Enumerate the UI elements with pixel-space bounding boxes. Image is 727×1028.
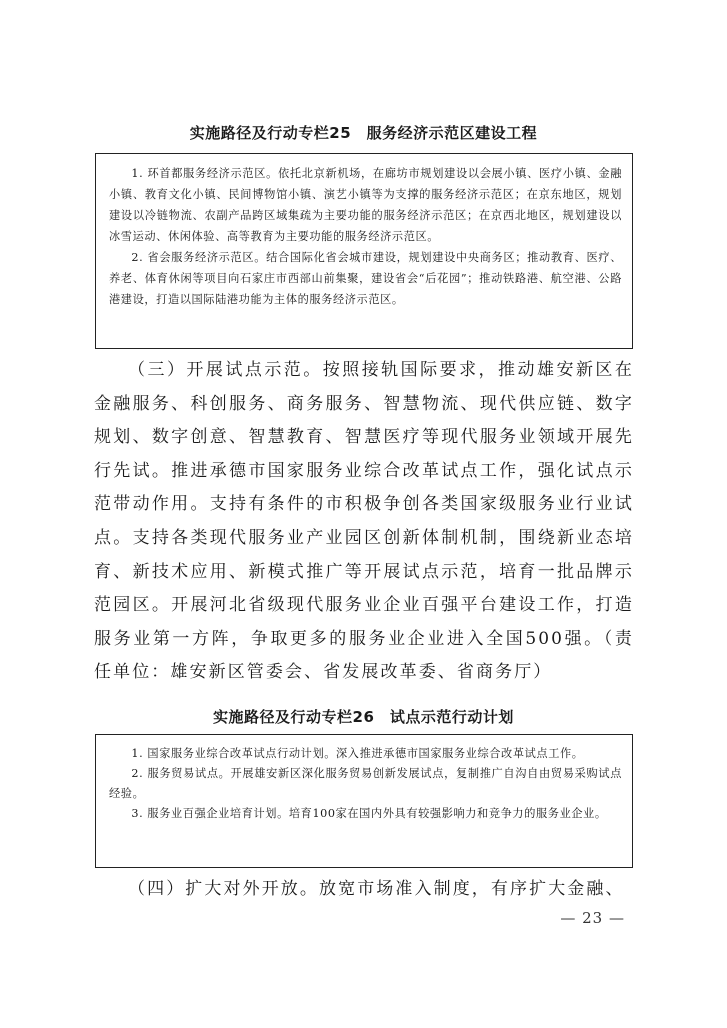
column-item-26-3: 3. 服务业百强企业培育计划。培育100家在国内外具有较强影响力和竞争力的服务业企业。 (131, 807, 607, 820)
column-item-25-2: 2. 省会服务经济示范区。结合国际化省会城市建设，规划建设中央商务区；推动教育、医疗、养老、体育休闲等项目向石家庄市西部山前集聚，建设省会“后花园”；推动铁路港、航空港、公路港建设，打造以国际陆港功能为主体的服务经济示范区。 (109, 251, 622, 306)
column-box-26 (95, 734, 633, 868)
column-box-25 (95, 153, 633, 349)
section-4-paragraph: （四）扩大对外开放。放宽市场准入制度，有序扩大金融、 (128, 879, 625, 899)
column-title-26: 实施路径及行动专栏26 试点示范行动计划 (213, 708, 514, 726)
column-item-26-1: 1. 国家服务业综合改革试点行动计划。深入推进承德市国家服务业综合改革试点工作。 (131, 747, 584, 760)
section-3-paragraph: （三）开展试点示范。按照接轨国际要求，推动雄安新区在金融服务、科创服务、商务服务、智慧物流、现代供应链、数字规划、数字创意、智慧教育、智慧医疗等现代服务业领域开展先行先试。推进承德市国家服务业综合改革试点工作，强化试点示范带动作用。支持有条件的市积极争创各类国家级服务业行业试点。支持各类现代服务业产业园区创新体制机制，围绕新业态培育、新技术应用、新模式推广等开展试点示范，培育一批品牌示范园区。开展河北省级现代服务业企业百强平台建设工作，打造服务业第一方阵，争取更多的服务业企业进入全国500强。（责任单位：雄安新区管委会、省发展改革委、省商务厅） (94, 360, 634, 683)
page-number: — 23 — (560, 909, 625, 927)
column-item-26-2: 2. 服务贸易试点。开展雄安新区深化服务贸易创新发展试点，复制推广自沟自由贸易采购试点经验。 (109, 767, 622, 800)
column-item-25-1: 1. 环首都服务经济示范区。依托北京新机场，在廊坊市规划建设以会展小镇、医疗小镇、金融小镇、教育文化小镇、民间博物馆小镇、演艺小镇等为支撑的服务经济示范区；在京东地区，规划建设以冷链物流、农副产品跨区域集疏为主要功能的服务经济示范区；在京西北地区，规划建设以冰雪运动、休闲体验、高等教育为主要功能的服务经济示范区。 (109, 167, 622, 243)
column-title-25: 实施路径及行动专栏25 服务经济示范区建设工程 (189, 124, 538, 142)
